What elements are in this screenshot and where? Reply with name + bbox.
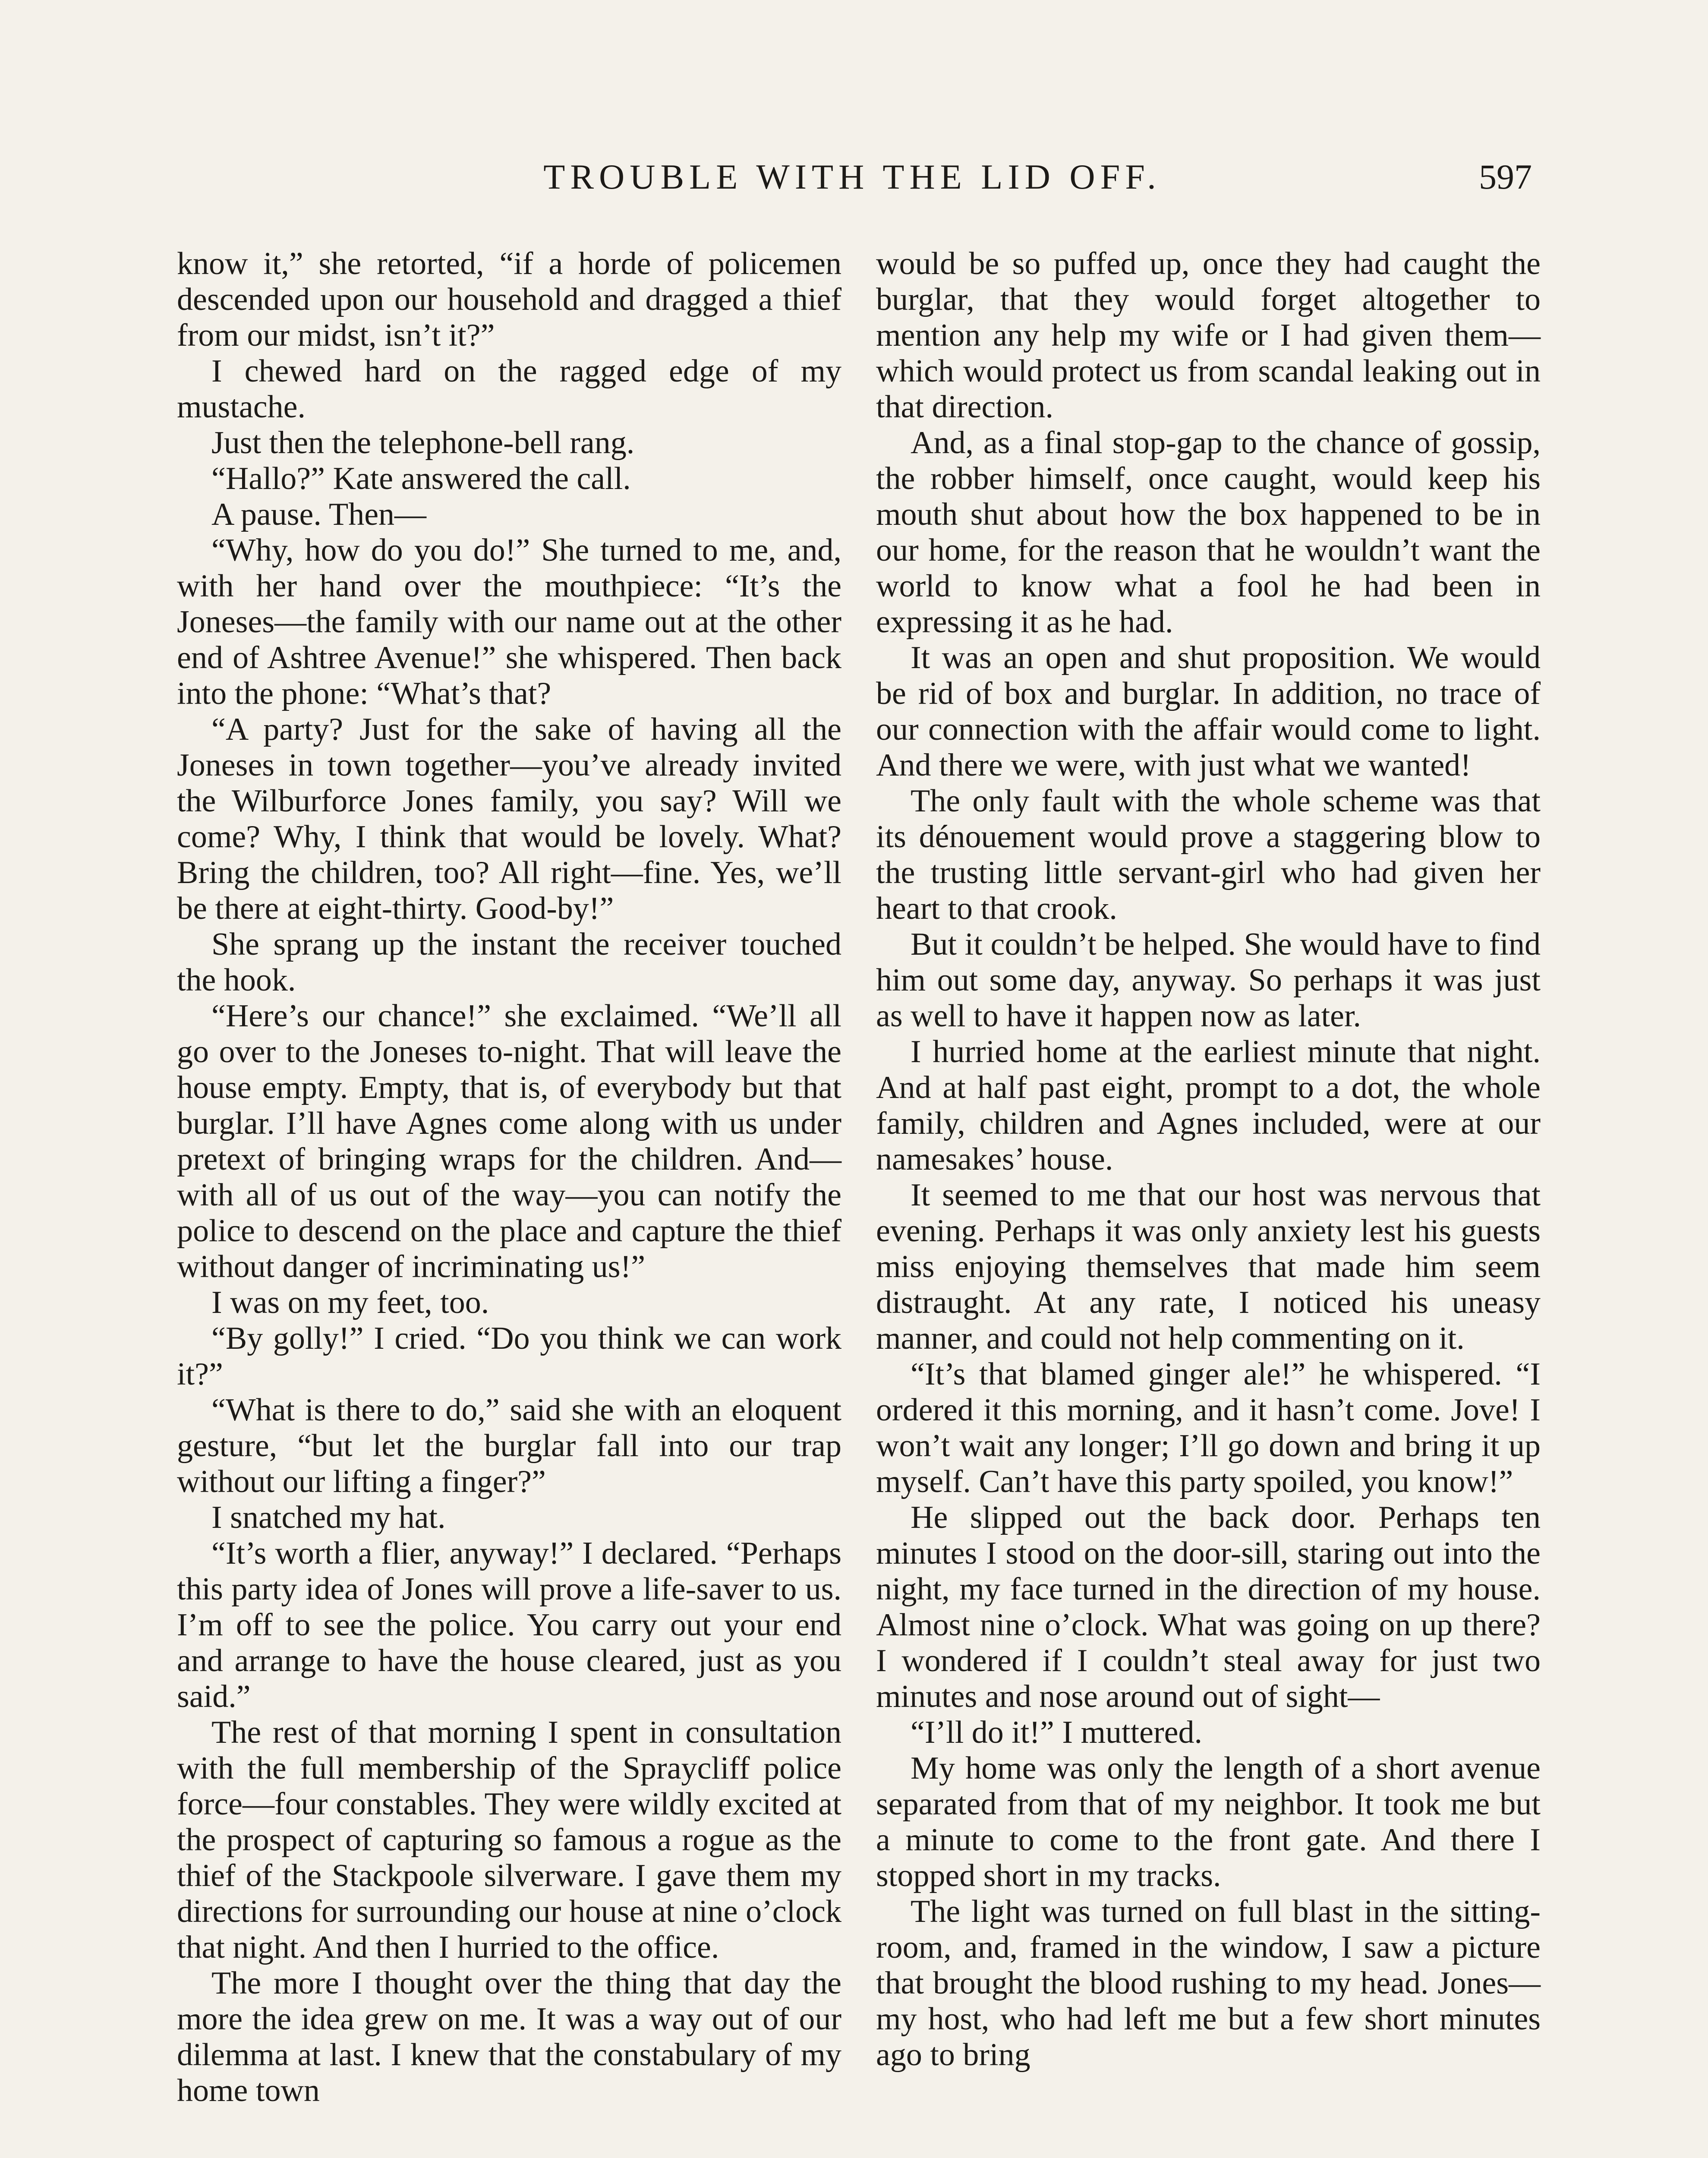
paragraph: “It’s that blamed ginger ale!” he whispered. “I ordered it this morning, and it hasn’t come. Jove! I won’t wait any longer; I’ll go down and bring it up myself. Can’t have this party spoiled, you know!” — [876, 1357, 1541, 1499]
page-number: 597 — [1479, 157, 1532, 196]
paragraph: But it couldn’t be helped. She would have to find him out some day, anyway. So perhaps it was just as well to have it happen now as later. — [876, 927, 1541, 1034]
paragraph: “I’ll do it!” I muttered. — [911, 1715, 1203, 1750]
paragraph: The light was turned on full blast in the sitting-room, and, framed in the window, I saw a picture that brought the blood rushing to my head. Jones—my host, who had left me but a few short minutes ago to bring — [876, 1894, 1541, 2073]
paragraph: I chewed hard on the ragged edge of my mustache. — [177, 353, 841, 425]
paragraph: She sprang up the instant the receiver touched the hook. — [177, 927, 841, 998]
paragraph: He slipped out the back door. Perhaps ten minutes I stood on the door-sill, staring out into the night, my face turned in the direction of my house. Almost nine o’clock. What was going on up there? I wondered if I couldn’t steal away for just two minutes and nose around out of sight— — [876, 1500, 1541, 1714]
paragraph: And, as a final stop-gap to the chance of gossip, the robber himself, once caught, would keep his mouth shut about how the box happened to be in our home, for the reason that he wouldn’t want the world to know what a fool he had been in expressing it as he had. — [876, 425, 1541, 640]
paragraph: It seemed to me that our host was nervous that evening. Perhaps it was only anxiety lest his guests miss enjoying themselves that made him seem distraught. At any rate, I noticed his uneasy manner, and could not help commenting on it. — [876, 1177, 1541, 1356]
paragraph: “Here’s our chance!” she exclaimed. “We’ll all go over to the Joneses to-night. That will leave the house empty. Empty, that is, of everybody but that burglar. I’ll have Agnes come along with us under pretext of bringing wraps for the children. And—with all of us out of the way—you can notify the police to descend on the place and capture the thief without danger of incriminating us!” — [177, 998, 841, 1284]
paragraph: My home was only the length of a short avenue separated from that of my neighbor. It took me but a minute to come to the front gate. And there I stopped short in my tracks. — [876, 1751, 1541, 1893]
paragraph: “It’s worth a flier, anyway!” I declared. “Perhaps this party idea of Jones will prove a life-saver to us. I’m off to see the police. You carry out your end and arrange to have the house cleared, just as you said.” — [177, 1536, 841, 1714]
paragraph: The rest of that morning I spent in consultation with the full membership of the Spraycliff police force—four constables. They were wildly excited at the prospect of capturing so famous a rogue as the thief of the Stackpoole silverware. I gave them my directions for surrounding our house at nine o’clock that night. And then I hurried to the office. — [177, 1715, 841, 1965]
paragraph: “By golly!” I cried. “Do you think we can work it?” — [177, 1321, 841, 1392]
page-header — [173, 142, 1532, 211]
paragraph: “A party? Just for the sake of having all the Joneses in town together—you’ve already invited the Wilburforce Jones family, you say? Will we come? Why, I think that would be lovely. What? Bring the children, too? All right—fine. Yes, we’ll be there at eight-thirty. Good-by!” — [177, 712, 841, 926]
running-title: TROUBLE WITH THE LID OFF. — [543, 157, 1161, 196]
paragraph: I snatched my hat. — [211, 1500, 446, 1535]
paragraph: I hurried home at the earliest minute that night. And at half past eight, prompt to a dot, the whole family, children and Agnes included, were at our namesakes’ house. — [876, 1034, 1541, 1177]
paragraph: “What is there to do,” said she with an eloquent gesture, “but let the burglar fall into our trap without our lifting a finger?” — [177, 1392, 841, 1499]
paragraph: I was on my feet, too. — [211, 1285, 489, 1320]
paragraph: A pause. Then— — [211, 497, 427, 532]
paragraph: would be so puffed up, once they had caught the burglar, that they would forget altogether to mention any help my wife or I had given them—which would protect us from scandal leaking out in that direction. — [876, 246, 1541, 425]
left-column — [177, 246, 841, 2109]
paragraph: It was an open and shut proposition. We would be rid of box and burglar. In addition, no trace of our connection with the affair would come to light. And there we were, with just what we wanted! — [876, 640, 1541, 783]
paragraph: “Hallo?” Kate answered the call. — [211, 461, 631, 496]
paragraph: Just then the telephone-bell rang. — [211, 425, 635, 461]
paragraph: “Why, how do you do!” She turned to me, and, with her hand over the mouthpiece: “It’s the Joneses—the family with our name out at the other end of Ashtree Avenue!” she whispered. Then back into the phone: “What’s that? — [177, 533, 841, 711]
right-column — [876, 246, 1541, 2073]
paragraph: know it,” she retorted, “if a horde of policemen descended upon our household and dragged a thief from our midst, isn’t it?” — [177, 246, 841, 353]
paragraph: The more I thought over the thing that day the more the idea grew on me. It was a way out of our dilemma at last. I knew that the constabulary of my home town — [177, 1966, 841, 2108]
paragraph: The only fault with the whole scheme was that its dénouement would prove a staggering blow to the trusting little servant-girl who had given her heart to that crook. — [876, 783, 1541, 926]
